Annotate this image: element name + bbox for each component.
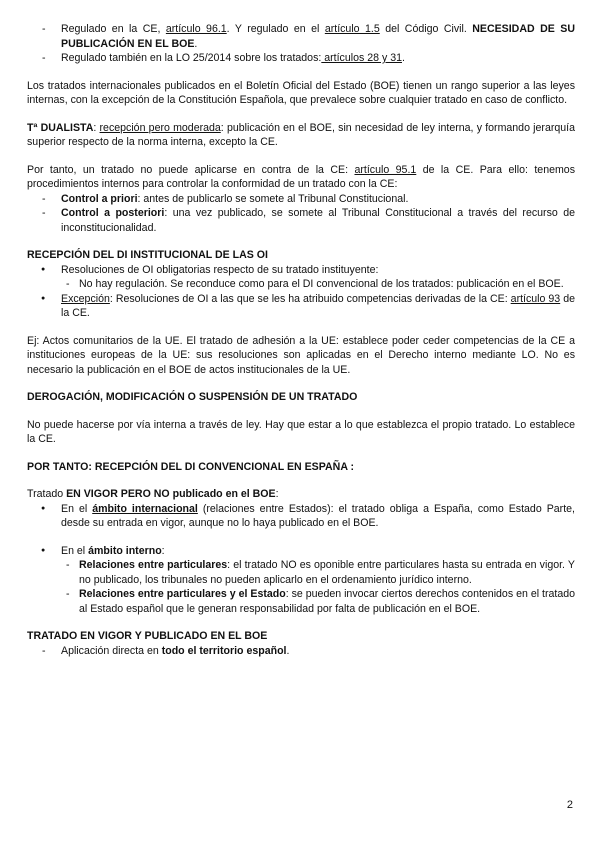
list-item: ● En el ámbito internacional (relaciones entre Estados): el tratado obliga a España, como Estado Parte, desde su entrada en vigor, aunque no lo haya publicado en el BOE. bbox=[27, 502, 575, 531]
heading-recepcion: RECEPCIÓN DEL DI INSTITUCIONAL DE LAS OI bbox=[27, 249, 268, 261]
oi-sub-list bbox=[27, 277, 575, 292]
list-item: - Relaciones entre particulares y el Estado: se pueden invocar ciertos derechos contenidos en el tratado al Estado español que le generan responsabilidad por falta de publicación en el BOE. bbox=[27, 587, 575, 616]
article-link[interactable]: artículo 95.1 bbox=[354, 163, 417, 176]
article-link[interactable]: artículo 93 bbox=[510, 292, 561, 305]
list-item: - Regulado en la CE, artículo 96.1. Y regulado en el artículo 1.5 del Código Civil. NECESIDAD DE SU PUBLICACIÓN EN EL BOE. bbox=[27, 22, 575, 51]
list-item: ● Resoluciones de OI obligatorias respecto de su tratado instituyente: bbox=[27, 263, 575, 278]
heading-por-tanto: POR TANTO: RECEPCIÓN DEL DI CONVENCIONAL EN ESPAÑA : bbox=[27, 460, 355, 473]
heading-publicado: TRATADO EN VIGOR Y PUBLICADO EN EL BOE bbox=[27, 630, 268, 642]
excepcion-label: Excepción bbox=[61, 292, 110, 305]
list-item: - Aplicación directa en todo el territorio español. bbox=[27, 644, 575, 659]
dualista-link[interactable]: recepción pero moderada bbox=[99, 121, 221, 134]
paragraph-por-tanto: Por tanto, un tratado no puede aplicarse en contra de la CE: artículo 95.1 de la CE. Para ello: tenemos procedimientos internos para controlar la conformidad de un tratado con la CE: bbox=[27, 163, 575, 190]
paragraph-derogacion: No puede hacerse por vía interna a través de ley. Hay que estar a lo que establezca el propio tratado. Lo establece la CE. bbox=[27, 418, 575, 445]
list-item: ● En el ámbito interno: bbox=[27, 544, 575, 559]
heading-derogacion: DEROGACIÓN, MODIFICACIÓN O SUSPENSIÓN DE UN TRATADO bbox=[27, 391, 358, 403]
paragraph-vigor: Tratado EN VIGOR PERO NO publicado en el BOE: bbox=[27, 488, 279, 500]
page-number: 2 bbox=[566, 799, 573, 811]
list-item: - No hay regulación. Se reconduce como para el DI convencional de los tratados: publicación en el BOE. bbox=[27, 277, 575, 292]
top-list bbox=[27, 22, 575, 66]
paragraph-dualista: Tª DUALISTA: recepción pero moderada: publicación en el BOE, sin necesidad de ley interna, y formando jerarquía superior respecto de la norma interna, excepto la CE. bbox=[27, 121, 575, 148]
article-link[interactable]: artículos 28 y 31 bbox=[321, 52, 402, 64]
paragraph-ejemplo: Ej: Actos comunitarios de la UE. El tratado de adhesión a la UE: establece poder ceder competencias de la CE a instituciones europeas de la UE: sus resoluciones son aplicadas en el Derecho interno mediante LO. No es necesario la publicación en el BOE de actos institucionales de la UE. bbox=[27, 334, 575, 376]
paragraph-boe: Los tratados internacionales publicados en el Boletín Oficial del Estado (BOE) tienen un rango superior a las leyes internas, con la excepción de la Constitución Española, que prevalece sobre cualquier tratado en caso de conflicto. bbox=[27, 79, 575, 106]
ambito-sub-list bbox=[27, 558, 575, 616]
article-link[interactable]: artículo 1.5 bbox=[324, 23, 380, 35]
last-list bbox=[27, 644, 575, 659]
ambito-internacional: ámbito internacional bbox=[92, 502, 198, 515]
list-item: - Control a priori: antes de publicarlo se somete al Tribunal Constitucional. bbox=[27, 192, 575, 207]
document-page bbox=[27, 22, 575, 658]
oi-list-2 bbox=[27, 292, 575, 321]
control-list bbox=[27, 192, 575, 236]
list-item: ● Excepción: Resoluciones de OI a las que se les ha atribuido competencias derivadas de la CE: artículo 93 de la CE. bbox=[27, 292, 575, 321]
article-link[interactable]: artículo 96.1 bbox=[165, 23, 227, 35]
oi-list bbox=[27, 263, 575, 278]
list-item: - Control a posteriori: una vez publicado, se somete al Tribunal Constitucional a través del recurso de inconstitucionalidad. bbox=[27, 206, 575, 235]
ambito-list bbox=[27, 502, 575, 559]
list-item: - Regulado también en la LO 25/2014 sobre los tratados: artículos 28 y 31. bbox=[27, 51, 575, 66]
list-item: - Relaciones entre particulares: el tratado NO es oponible entre particulares hasta su entrada en vigor. Y no publicado, los tribunales no pueden aplicarlo en el ordenamiento jurídico interno. bbox=[27, 558, 575, 587]
